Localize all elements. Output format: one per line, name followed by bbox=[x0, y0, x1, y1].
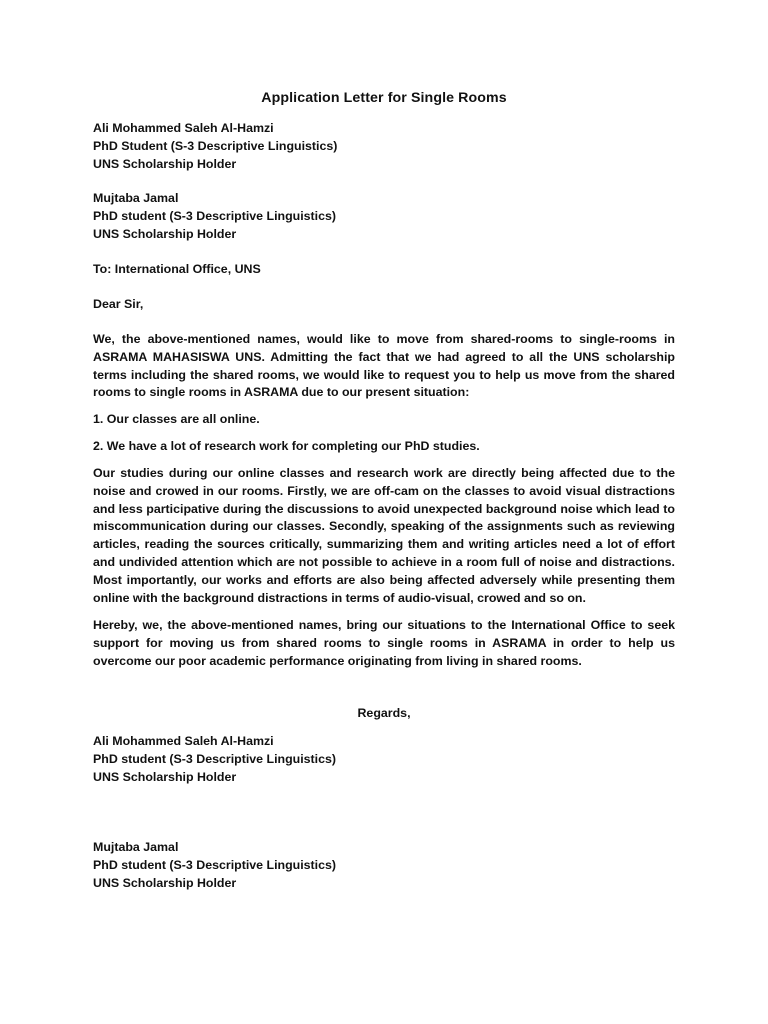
sender-2-status: UNS Scholarship Holder bbox=[93, 226, 237, 241]
point-2: 2. We have a lot of research work for completing our PhD studies. bbox=[93, 439, 480, 453]
signature-1-program: PhD student (S-3 Descriptive Linguistics) bbox=[93, 751, 337, 766]
signature-2-program: PhD student (S-3 Descriptive Linguistics) bbox=[93, 857, 337, 872]
signature-2-status: UNS Scholarship Holder bbox=[93, 875, 237, 890]
sender-2-program: PhD student (S-3 Descriptive Linguistics) bbox=[93, 208, 337, 223]
salutation: Dear Sir, bbox=[93, 297, 144, 311]
signature-1-status: UNS Scholarship Holder bbox=[93, 769, 237, 784]
regards-line: Regards, bbox=[357, 706, 411, 720]
signature-block-2 bbox=[93, 839, 675, 892]
sender-2-name: Mujtaba Jamal bbox=[93, 191, 179, 205]
sender-block-1 bbox=[93, 120, 675, 173]
signature-2-name: Mujtaba Jamal bbox=[93, 840, 179, 854]
sender-1-name: Ali Mohammed Saleh Al-Hamzi bbox=[93, 121, 274, 135]
sender-1-status: UNS Scholarship Holder bbox=[93, 156, 237, 171]
recipient-line: To: International Office, UNS bbox=[93, 262, 261, 276]
letter-title: Application Letter for Single Rooms bbox=[261, 90, 507, 106]
sender-1-program: PhD Student (S-3 Descriptive Linguistics) bbox=[93, 138, 338, 153]
intro-paragraph: We, the above-mentioned names, would like to move from shared-rooms to single-rooms in ASRAMA MAHASISWA UNS. Admitting the fact that we had agreed to all the UNS scholarship terms including the shared rooms, we would like to request you to help us move from the shared rooms to single rooms in ASRAMA due to our present situation: bbox=[93, 332, 675, 400]
point-1: 1. Our classes are all online. bbox=[93, 412, 260, 426]
sender-block-2 bbox=[93, 190, 675, 243]
signature-block-1 bbox=[93, 733, 675, 786]
closing-paragraph: Hereby, we, the above-mentioned names, bring our situations to the International Office to seek support for moving us from shared rooms to single rooms in ASRAMA in order to help us overcome our poor academic performance originating from living in shared rooms. bbox=[93, 618, 675, 668]
signature-1-name: Ali Mohammed Saleh Al-Hamzi bbox=[93, 734, 274, 748]
body-paragraph: Our studies during our online classes and research work are directly being affected due to the noise and crowed in our rooms. Firstly, we are off-cam on the classes to avoid visual distractions and less participative during the discussions to avoid unexpected background noise which lead to miscommunication during our classes. Secondly, speaking of the assignments such as reviewing articles, reading the sources critically, summarizing them and writing articles need a lot of effort and undivided attention which are not possible to achieve in a room full of noise and distractions. Most importantly, our works and efforts are also being affected adversely while presenting them online with the background distractions in terms of audio-visual, crowed and so on. bbox=[93, 466, 675, 605]
